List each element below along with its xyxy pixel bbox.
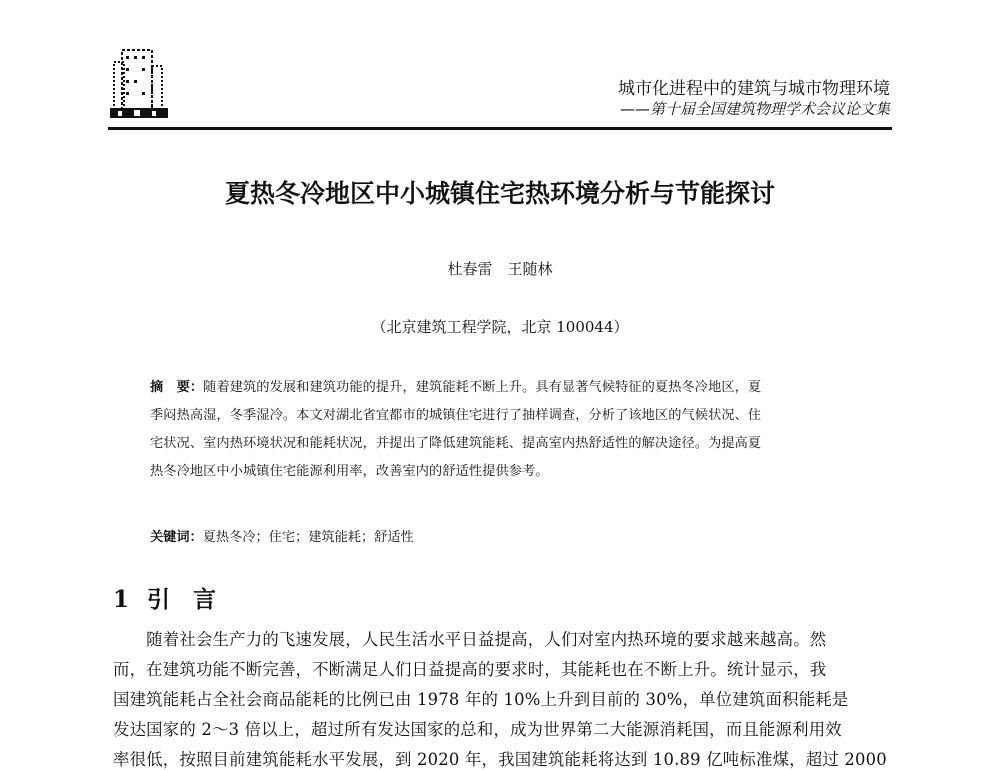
keywords: 关键词：夏热冬冷；住宅；建筑能耗；舒适性 xyxy=(150,530,414,545)
abstract-line: 摘 要：随着建筑的发展和建筑功能的提升，建筑能耗不断上升。具有显著气候特征的夏热冬冷地区，夏 xyxy=(150,380,762,395)
paper-title: 夏热冬冷地区中小城镇住宅热环境分析与节能探讨 xyxy=(224,179,775,208)
abstract-line: 宅状况、室内热环境状况和能耗状况，并提出了降低建筑能耗、提高室内热舒适性的解决途径。为提高夏 xyxy=(150,436,762,451)
body-line: 发达国家的 2～3 倍以上，超过所有发达国家的总和，成为世界第二大能源消耗国，而且能源利用效 xyxy=(113,720,842,739)
abstract-label: 摘 要： xyxy=(150,380,204,395)
body-line: 随着社会生产力的飞速发展，人民生活水平日益提高，人们对室内热环境的要求越来越高。然 xyxy=(113,630,827,649)
proceedings-title: 城市化进程中的建筑与城市物理环境 xyxy=(618,79,890,99)
building-logo-icon xyxy=(108,44,170,124)
body-line: 率很低，按照目前建筑能耗水平发展，到 2020 年，我国建筑能耗将达到 10.89 亿吨标准煤，超过 2000 xyxy=(113,750,887,769)
header-rule xyxy=(108,127,892,130)
paper-affiliation: （北京建筑工程学院，北京 100044） xyxy=(371,318,629,336)
section-number: 1 xyxy=(113,586,130,613)
abstract-line: 热冬冷地区中小城镇住宅能源利用率，改善室内的舒适性提供参考。 xyxy=(150,464,549,479)
proceedings-subtitle: ——第十届全国建筑物理学术会议论文集 xyxy=(619,100,890,118)
section-title: 引 言 xyxy=(147,586,217,613)
paper-authors: 杜春雷 王随林 xyxy=(447,260,553,278)
keywords-label: 关键词： xyxy=(150,530,203,545)
body-line: 而，在建筑功能不断完善，不断满足人们日益提高的要求时，其能耗也在不断上升。统计显示，我 xyxy=(113,660,827,679)
section-heading xyxy=(113,581,234,614)
abstract-line: 季闷热高湿，冬季湿冷。本文对湖北省宜都市的城镇住宅进行了抽样调查，分析了该地区的气候状况、住 xyxy=(150,408,762,423)
body-line: 国建筑能耗占全社会商品能耗的比例已由 1978 年的 10%上升到目前的 30%，单位建筑面积能耗是 xyxy=(113,690,849,709)
